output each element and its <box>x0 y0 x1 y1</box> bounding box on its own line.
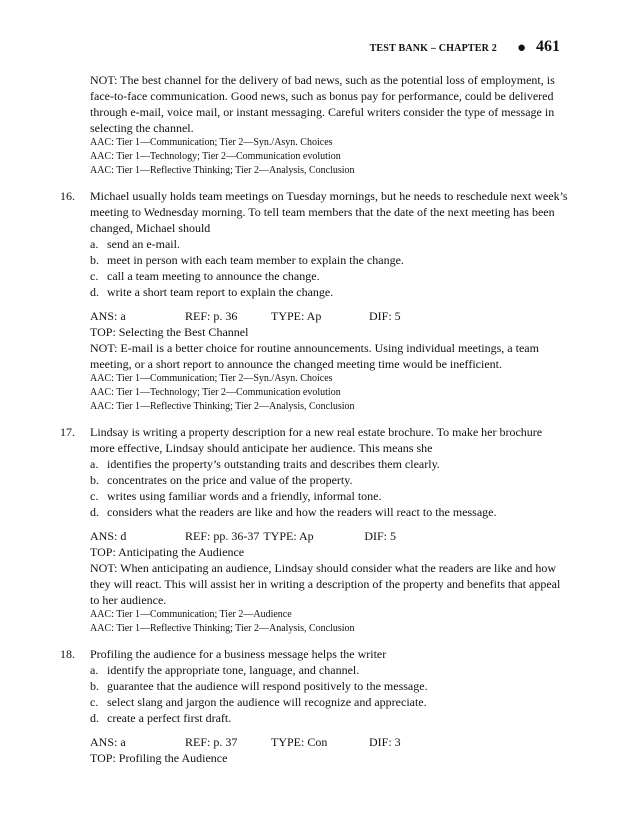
question-stem: Profiling the audience for a business message helps the writer <box>90 647 387 661</box>
question-18 <box>60 646 568 766</box>
question-16 <box>60 188 568 414</box>
choice-letter: a. <box>90 457 99 471</box>
choice-text: identifies the property’s outstanding traits and describes them clearly. <box>107 457 440 471</box>
question-type: TYPE: Con <box>271 735 328 749</box>
difficulty: DIF: 3 <box>369 735 401 749</box>
page-reference: REF: p. 37 <box>185 735 238 749</box>
aac-line: AAC: Tier 1—Reflective Thinking; Tier 2—Analysis, Conclusion <box>90 623 355 634</box>
aac-line: AAC: Tier 1—Technology; Tier 2—Communication evolution <box>90 151 341 162</box>
question-number: 17. <box>60 425 75 439</box>
page-body <box>60 72 568 766</box>
choice-b <box>90 252 568 268</box>
choice-text: send an e-mail. <box>107 237 180 251</box>
running-title: TEST BANK – CHAPTER 2 <box>369 43 497 54</box>
answer-key: ANS: d <box>90 529 127 543</box>
answer-row <box>90 528 568 544</box>
choice-text: concentrates on the price and value of the property. <box>107 473 353 487</box>
choice-letter: c. <box>90 695 99 709</box>
choice-letter: c. <box>90 489 99 503</box>
answer-key: ANS: a <box>90 309 126 323</box>
choice-letter: d. <box>90 285 99 299</box>
choice-a <box>90 456 568 472</box>
question-number: 16. <box>60 189 75 203</box>
question-stem: Lindsay is writing a property description for a new real estate brochure. To make her brochure more effective, Lindsay should anticipate her audience. This means she <box>90 425 543 455</box>
explanation-note: NOT: When anticipating an audience, Lindsay should consider what the readers are like and how they will react. This will assist her in writing a description of the property and benefits that appeal to her audience. <box>90 561 561 607</box>
aac-line: AAC: Tier 1—Reflective Thinking; Tier 2—Analysis, Conclusion <box>90 165 355 176</box>
choice-text: create a perfect first draft. <box>107 711 232 725</box>
carryover-note: NOT: The best channel for the delivery of bad news, such as the potential loss of employment, is face-to-face communication. Good news, such as bonus pay for performance, could be delivered through e-mail, voice mail, or instant messaging. Careful writers consider the type of message in selecting the channel. <box>90 73 555 135</box>
choice-c <box>90 488 568 504</box>
choice-d <box>90 710 568 726</box>
choice-b <box>90 472 568 488</box>
choice-a <box>90 236 568 252</box>
choice-text: guarantee that the audience will respond positively to the message. <box>107 679 428 693</box>
choice-letter: a. <box>90 663 99 677</box>
aac-line: AAC: Tier 1—Communication; Tier 2—Audience <box>90 609 292 620</box>
choice-text: call a team meeting to announce the change. <box>107 269 320 283</box>
difficulty: DIF: 5 <box>369 309 401 323</box>
carryover-block <box>90 72 568 178</box>
page-reference: REF: p. 36 <box>185 309 238 323</box>
choice-letter: b. <box>90 679 99 693</box>
choice-letter: d. <box>90 505 99 519</box>
answer-row <box>90 308 568 324</box>
choice-d <box>90 284 568 300</box>
aac-line: AAC: Tier 1—Technology; Tier 2—Communication evolution <box>90 387 341 398</box>
choice-d <box>90 504 568 520</box>
question-number: 18. <box>60 647 75 661</box>
topic: TOP: Anticipating the Audience <box>90 545 245 559</box>
aac-line: AAC: Tier 1—Communication; Tier 2—Syn./Asyn. Choices <box>90 373 333 384</box>
question-stem: Michael usually holds team meetings on Tuesday mornings, but he needs to reschedule next week’s meeting to Wednesday morning. To tell team members that the date of the next meeting has been changed, Michael should <box>90 189 568 235</box>
bullet-icon: ● <box>516 40 526 56</box>
question-17 <box>60 424 568 636</box>
choice-b <box>90 678 568 694</box>
page-number: 461 <box>536 38 560 55</box>
choice-letter: b. <box>90 253 99 267</box>
choice-letter: b. <box>90 473 99 487</box>
explanation-note: NOT: E-mail is a better choice for routine announcements. Using individual meetings, a team meeting, or a short report to announce the changed meeting time would be inefficient. <box>90 341 539 371</box>
difficulty: DIF: 5 <box>364 529 397 543</box>
page-header <box>370 38 560 56</box>
page-reference: REF: pp. 36-37 <box>185 529 260 543</box>
question-type: TYPE: Ap <box>263 529 314 543</box>
choice-text: select slang and jargon the audience will recognize and appreciate. <box>107 695 427 709</box>
topic: TOP: Selecting the Best Channel <box>90 325 249 339</box>
choice-text: meet in person with each team member to explain the change. <box>107 253 404 267</box>
choice-a <box>90 662 568 678</box>
choice-letter: a. <box>90 237 99 251</box>
choice-text: considers what the readers are like and how the readers will react to the message. <box>107 505 497 519</box>
answer-row <box>90 734 568 750</box>
choice-letter: d. <box>90 711 99 725</box>
choice-text: identify the appropriate tone, language, and channel. <box>107 663 360 677</box>
choice-c <box>90 694 568 710</box>
answer-key: ANS: a <box>90 735 126 749</box>
topic: TOP: Profiling the Audience <box>90 751 228 765</box>
choice-c <box>90 268 568 284</box>
choice-letter: c. <box>90 269 99 283</box>
aac-line: AAC: Tier 1—Reflective Thinking; Tier 2—Analysis, Conclusion <box>90 401 355 412</box>
question-type: TYPE: Ap <box>271 309 322 323</box>
choice-text: writes using familiar words and a friendly, informal tone. <box>107 489 382 503</box>
choice-text: write a short team report to explain the change. <box>107 285 334 299</box>
aac-line: AAC: Tier 1—Communication; Tier 2—Syn./Asyn. Choices <box>90 137 333 148</box>
